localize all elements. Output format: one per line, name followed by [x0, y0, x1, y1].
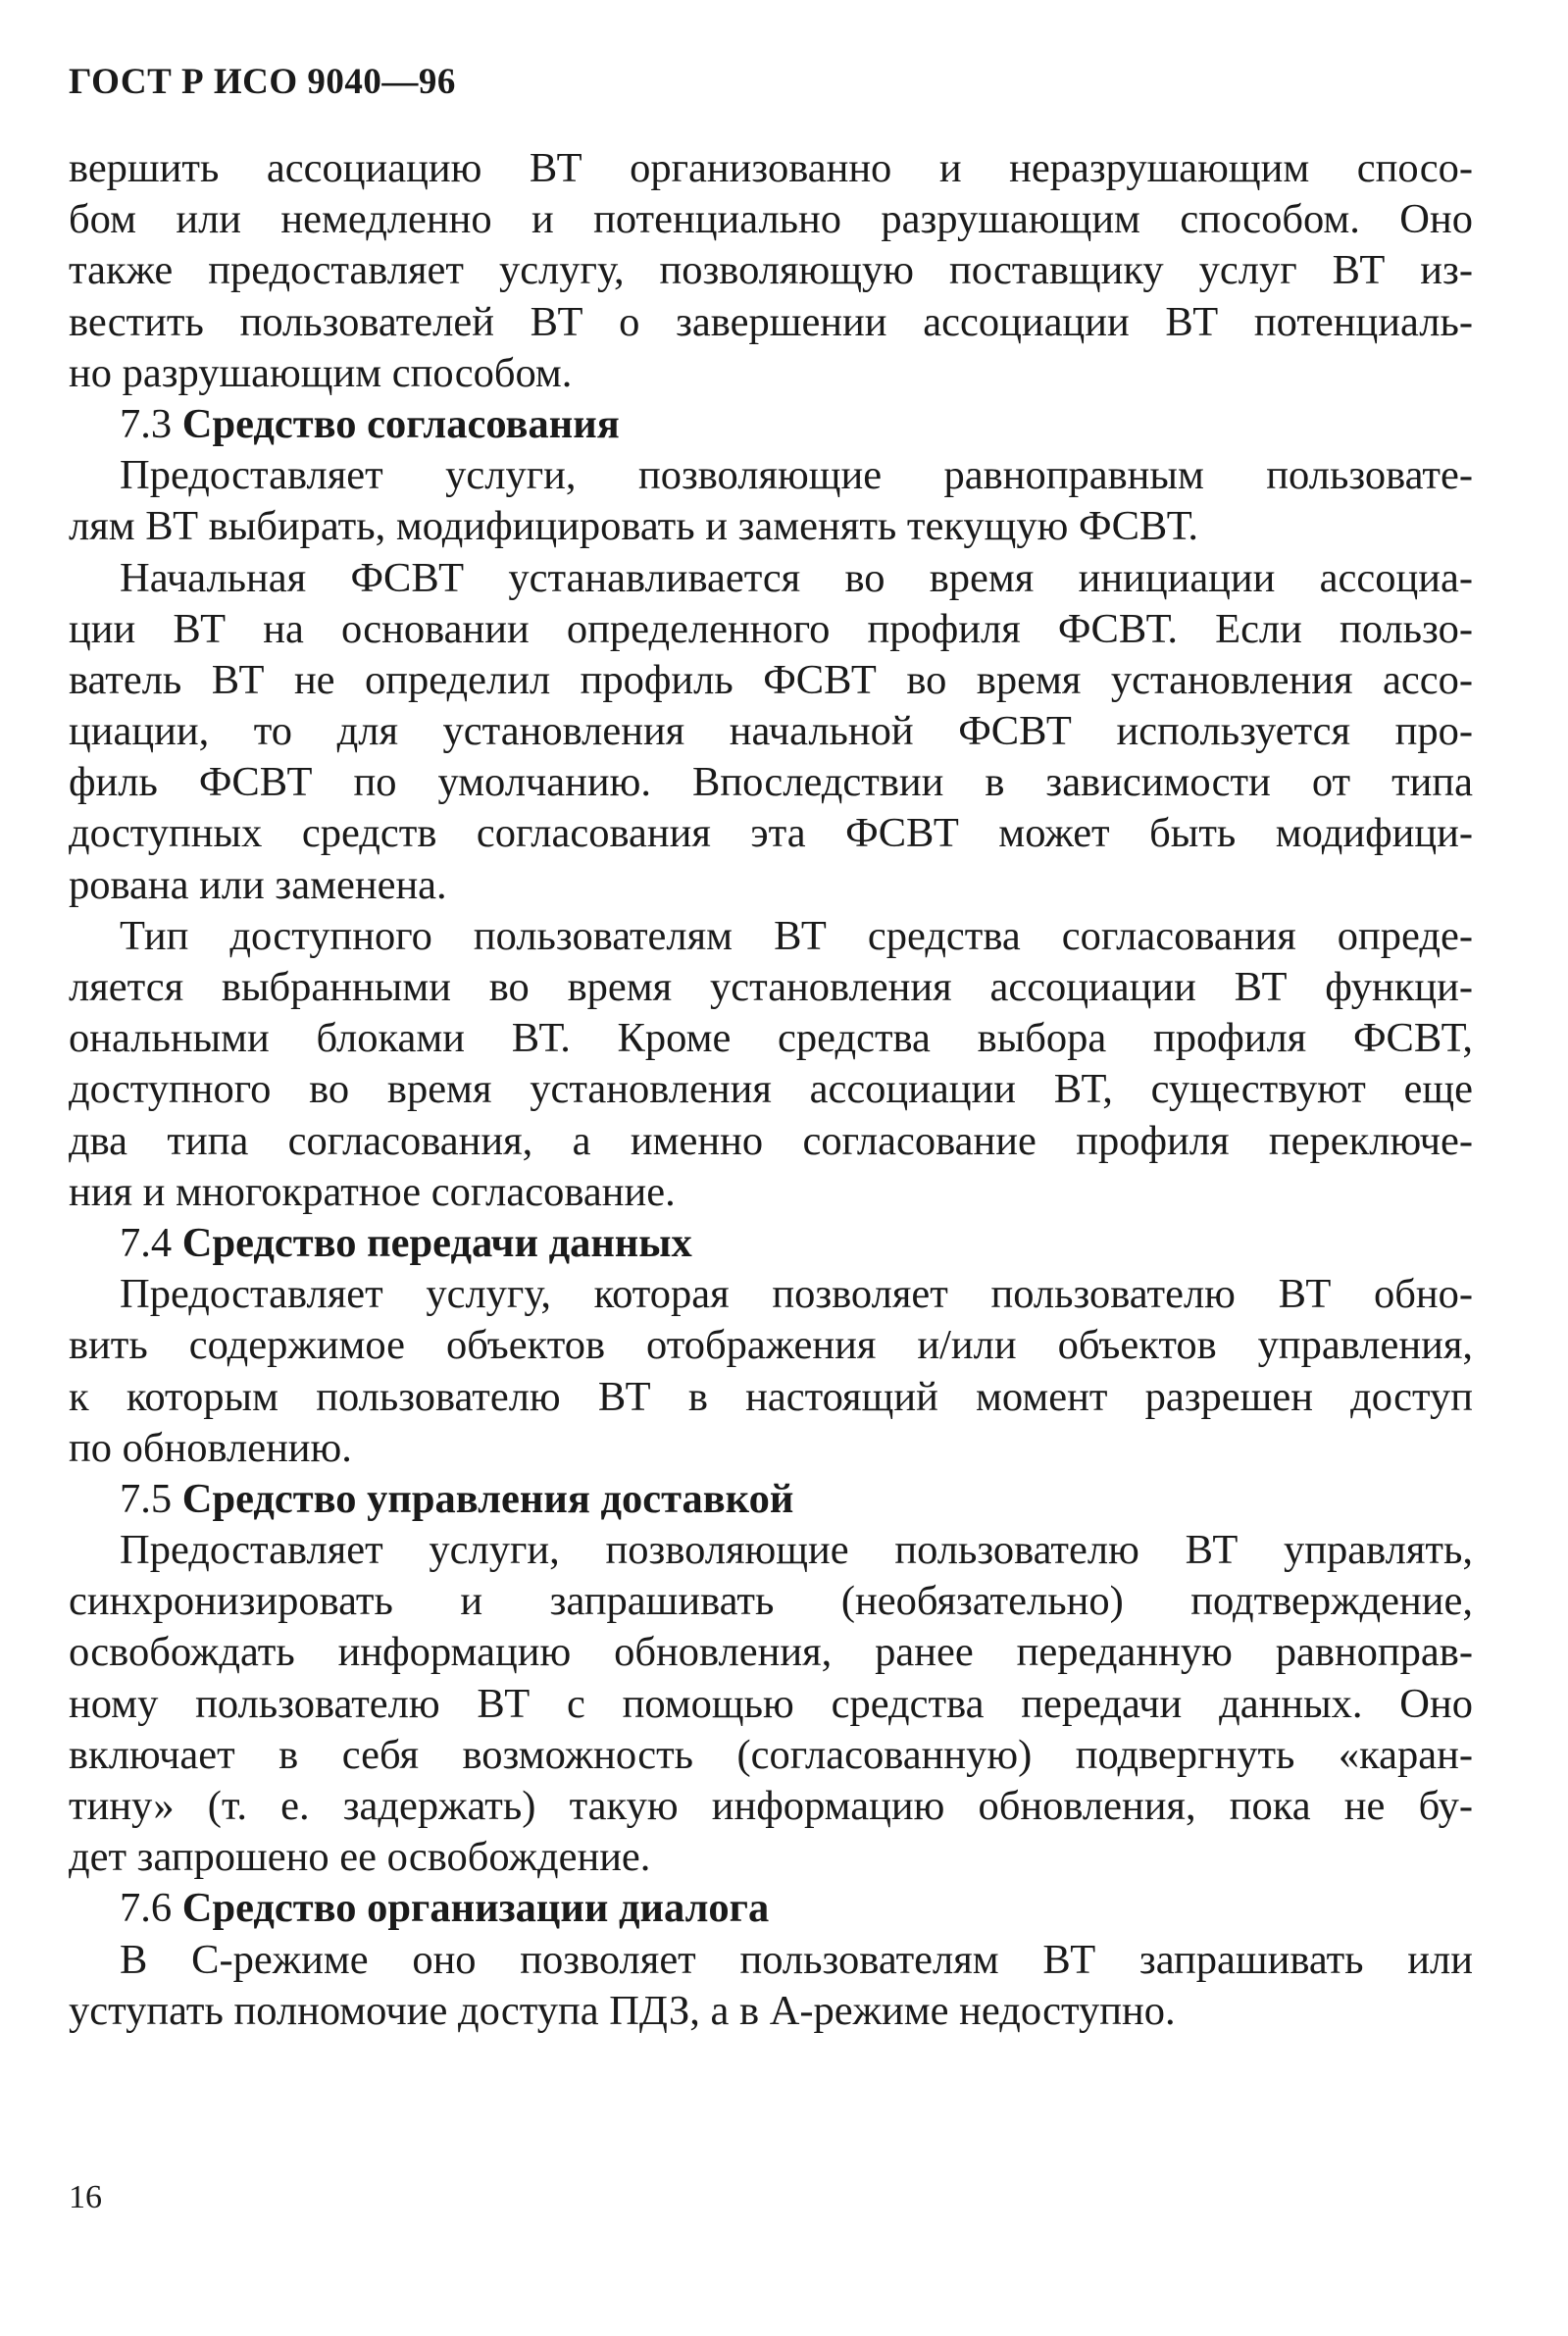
text-line: синхронизировать и запрашивать (необязательно) подтверждение,	[69, 1578, 1473, 1625]
page-number: 16	[69, 2179, 102, 2215]
text-line: Предоставляет услугу, которая позволяет пользователю ВТ обно-	[120, 1271, 1473, 1318]
section-number: 7.4	[120, 1219, 173, 1266]
section-number: 7.5	[120, 1475, 173, 1522]
running-header: ГОСТ Р ИСО 9040—96	[69, 62, 456, 102]
text-line: но разрушающим способом.	[69, 349, 573, 396]
paragraph-7-3-a	[69, 450, 1473, 552]
text-line: тину» (т. е. задержать) такую информацию обновления, пока не бу-	[69, 1783, 1473, 1829]
section-number: 7.6	[120, 1885, 173, 1932]
text-line: В С-режиме оно позволяет пользователям ВТ запрашивать или	[120, 1936, 1473, 1983]
text-line: дет запрошено ее освобождение.	[69, 1834, 651, 1881]
section-title: Средство организации диалога	[181, 1885, 770, 1932]
text-line: бом или немедленно и потенциально разрушающим способом. Оно	[69, 196, 1473, 243]
section-title: Средство согласования	[181, 400, 620, 447]
text-line: два типа согласования, а именно согласование профиля переключе-	[69, 1117, 1473, 1164]
section-heading-7-6	[69, 1883, 1473, 1934]
text-line: рована или заменена.	[69, 861, 447, 908]
text-line: филь ФСВТ по умолчанию. Впоследствии в зависимости от типа	[69, 759, 1473, 806]
text-line: ляется выбранными во время установления ассоциации ВТ функци-	[69, 964, 1473, 1010]
text-line: Тип доступного пользователям ВТ средства согласования опреде-	[120, 912, 1473, 959]
text-line: ональными блоками ВТ. Кроме средства выбора профиля ФСВТ,	[69, 1015, 1473, 1062]
body-text	[69, 143, 1473, 2037]
text-line: включает в себя возможность (согласованную) подвергнуть «каран-	[69, 1731, 1473, 1778]
section-number: 7.3	[120, 400, 173, 447]
text-line: освобождать информацию обновления, ранее переданную равноправ-	[69, 1629, 1473, 1676]
text-line: по обновлению.	[69, 1424, 352, 1471]
text-line: ному пользователю ВТ с помощью средства передачи данных. Оно	[69, 1680, 1473, 1727]
section-title: Средство управления доставкой	[181, 1475, 794, 1522]
text-line: уступать полномочие доступа ПДЗ, а в А-режиме недоступно.	[69, 1987, 1176, 2034]
text-line: циации, то для установления начальной ФСВТ используется про-	[69, 708, 1473, 755]
text-line: ния и многократное согласование.	[69, 1168, 676, 1215]
text-line: Начальная ФСВТ устанавливается во время инициации ассоциа-	[120, 554, 1473, 601]
text-line: лям ВТ выбирать, модифицировать и заменять текущую ФСВТ.	[69, 503, 1199, 550]
text-line: ватель ВТ не определил профиль ФСВТ во время установления ассо-	[69, 656, 1473, 703]
section-heading-7-3	[69, 399, 1473, 450]
text-line: Предоставляет услуги, позволяющие равноправным пользовате-	[120, 452, 1473, 499]
section-heading-7-5	[69, 1474, 1473, 1525]
section-heading-7-4	[69, 1218, 1473, 1269]
text-line: к которым пользователю ВТ в настоящий момент разрешен доступ	[69, 1373, 1473, 1420]
paragraph-7-6	[69, 1935, 1473, 2037]
text-line: также предоставляет услугу, позволяющую поставщику услуг ВТ из-	[69, 247, 1473, 294]
text-line: доступного во время установления ассоциации ВТ, существуют еще	[69, 1066, 1473, 1113]
paragraph-continuation	[69, 143, 1473, 399]
paragraph-7-3-b	[69, 553, 1473, 911]
text-line: ции ВТ на основании определенного профиля ФСВТ. Если пользо-	[69, 605, 1473, 652]
section-title: Средство передачи данных	[181, 1219, 692, 1266]
paragraph-7-5	[69, 1525, 1473, 1883]
paragraph-7-3-c	[69, 911, 1473, 1218]
text-line: Предоставляет услуги, позволяющие пользователю ВТ управлять,	[120, 1527, 1473, 1574]
paragraph-7-4	[69, 1269, 1473, 1474]
text-line: доступных средств согласования эта ФСВТ может быть модифици-	[69, 810, 1473, 857]
text-line: вить содержимое объектов отображения и/или объектов управления,	[69, 1322, 1473, 1369]
text-line: вестить пользователей ВТ о завершении ассоциации ВТ потенциаль-	[69, 298, 1473, 345]
text-line: вершить ассоциацию ВТ организованно и неразрушающим спосо-	[69, 145, 1473, 191]
